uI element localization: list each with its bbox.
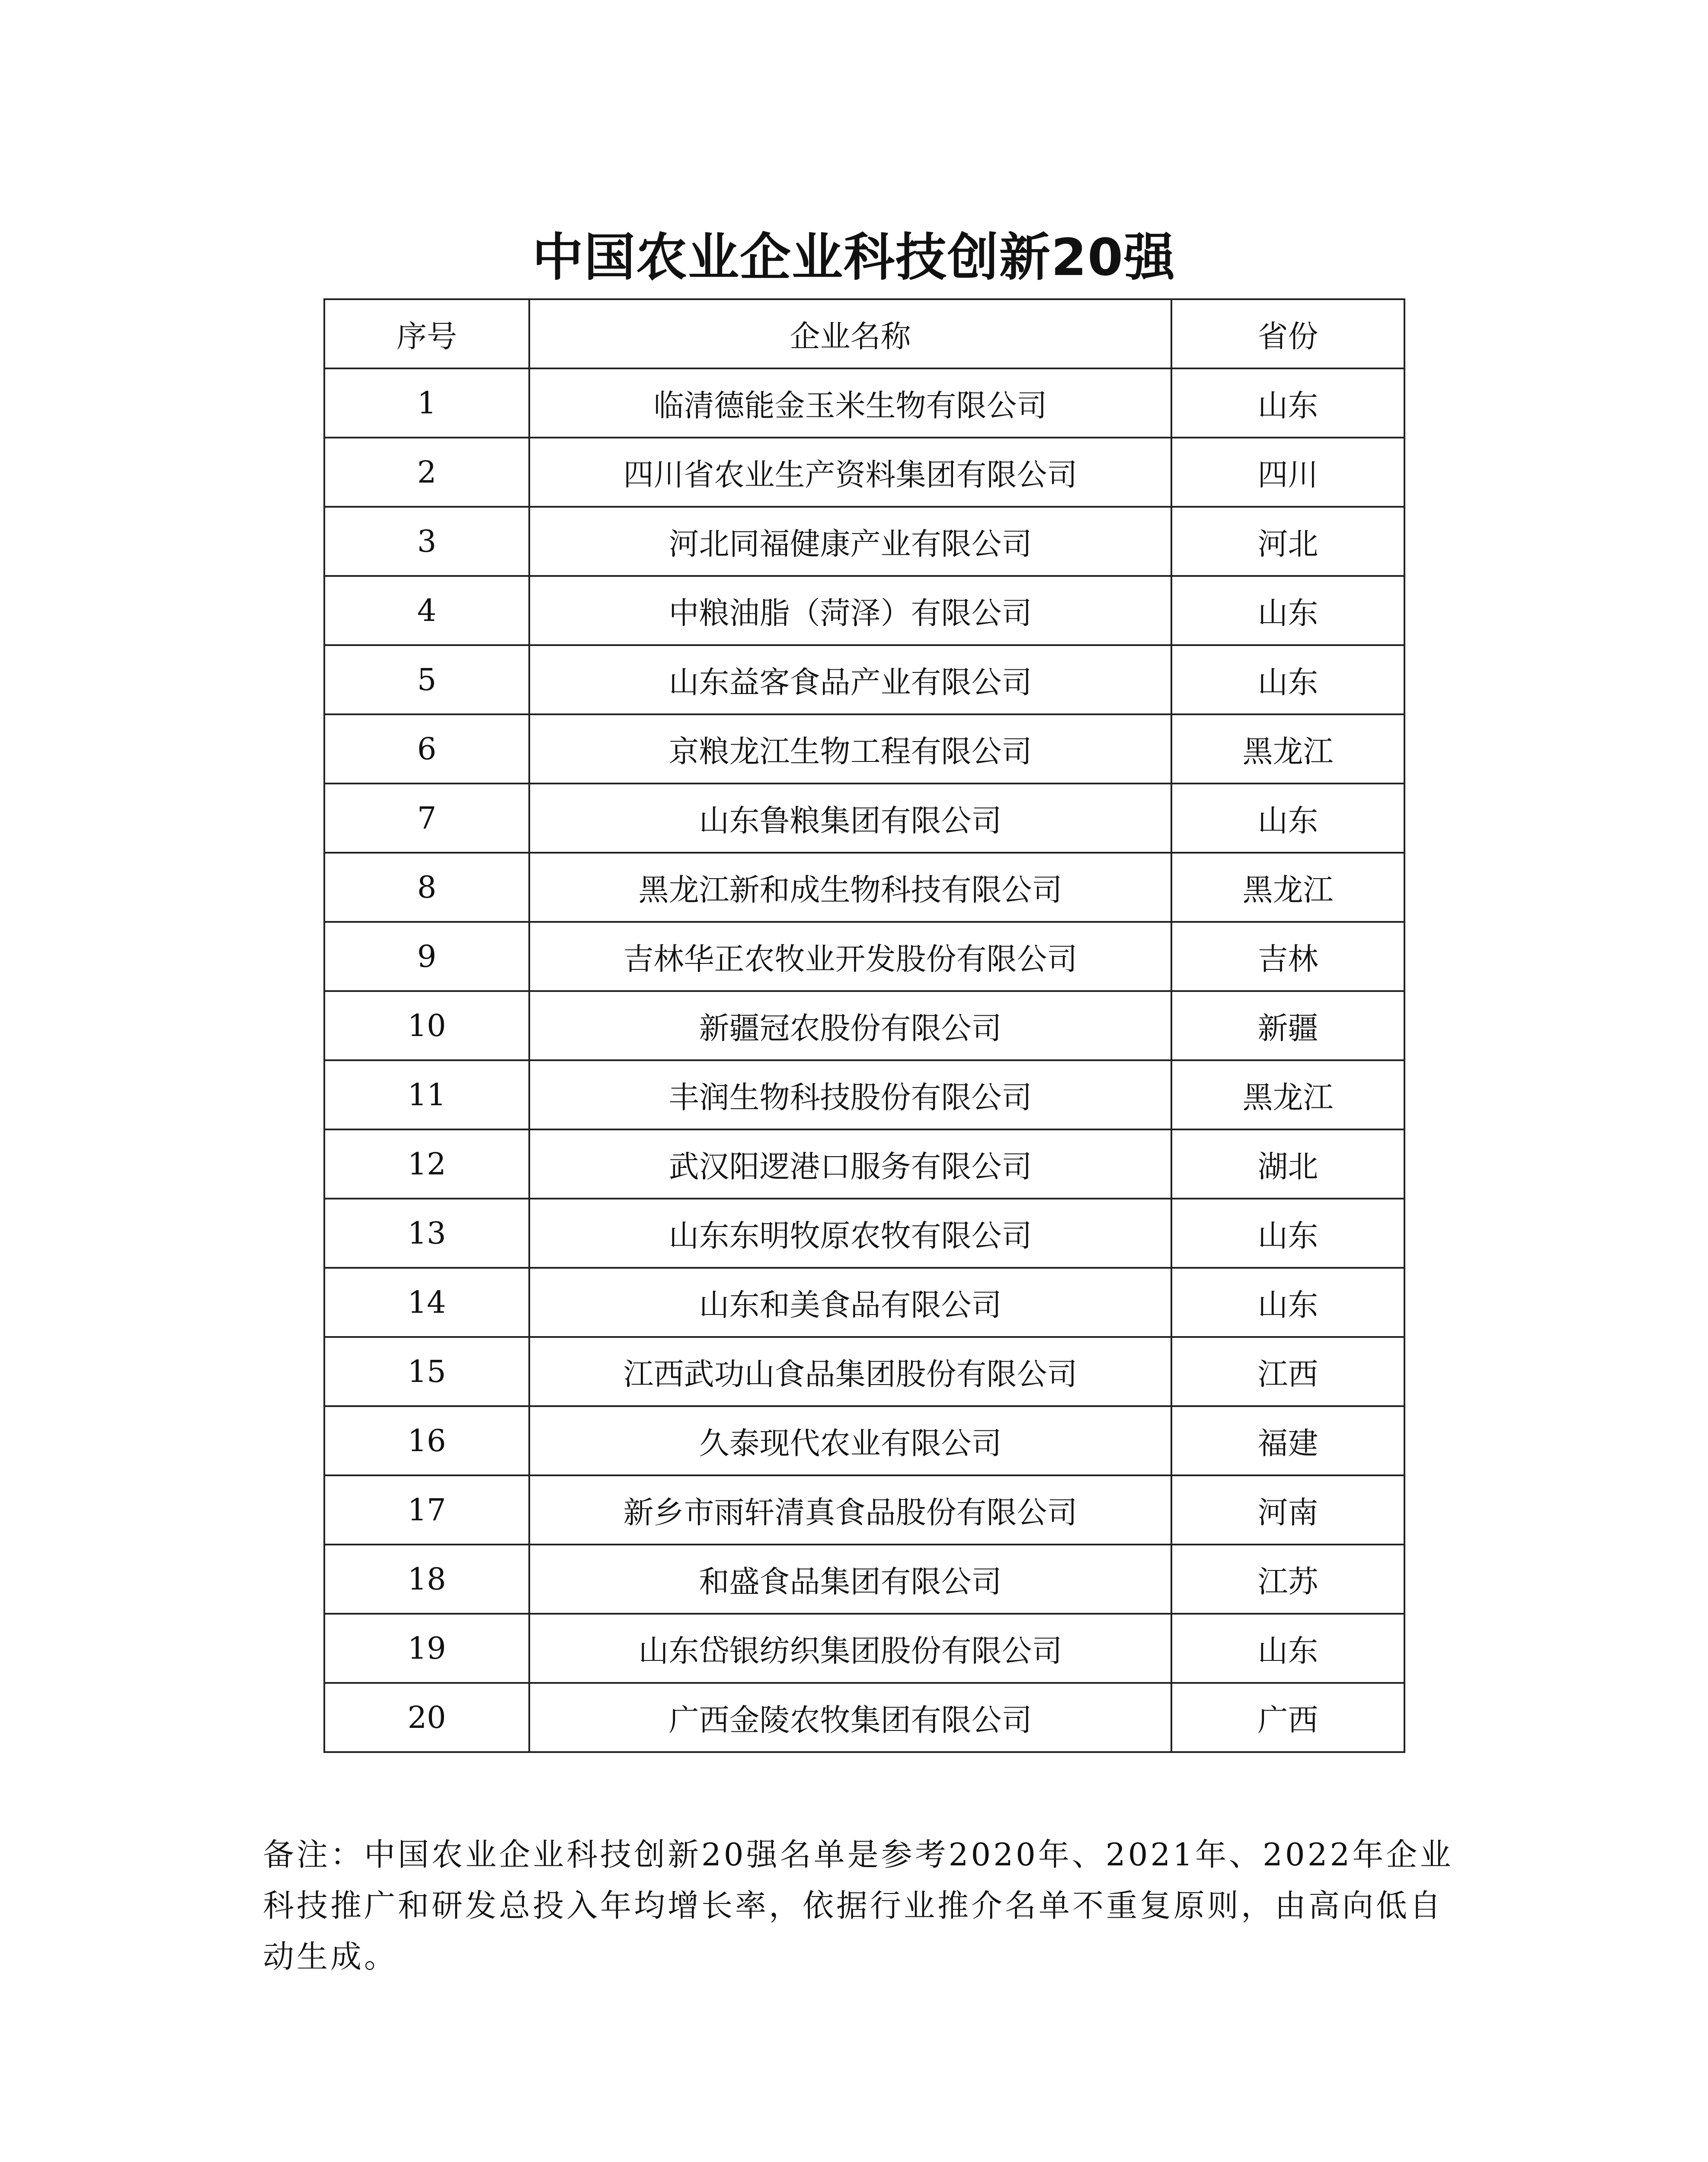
table-row	[324, 1475, 1404, 1545]
table-row	[324, 576, 1404, 645]
table-row	[324, 1545, 1404, 1614]
cell-number: 9	[324, 922, 529, 991]
cell-company-name: 黑龙江新和成生物科技有限公司	[529, 853, 1171, 922]
cell-company-name: 江西武功山食品集团股份有限公司	[529, 1337, 1171, 1406]
cell-number: 15	[324, 1337, 529, 1406]
cell-company-name: 山东鲁粮集团有限公司	[529, 784, 1171, 853]
table-row	[324, 1337, 1404, 1406]
table-row	[324, 1268, 1404, 1337]
cell-province: 吉林	[1171, 922, 1404, 991]
cell-number: 7	[324, 784, 529, 853]
cell-company-name: 广西金陵农牧集团有限公司	[529, 1683, 1171, 1752]
table-row	[324, 1060, 1404, 1129]
cell-number: 13	[324, 1199, 529, 1268]
cell-company-name: 山东和美食品有限公司	[529, 1268, 1171, 1337]
cell-number: 19	[324, 1614, 529, 1683]
table-row	[324, 1199, 1404, 1268]
cell-company-name: 四川省农业生产资料集团有限公司	[529, 438, 1171, 507]
cell-province: 黑龙江	[1171, 714, 1404, 784]
cell-province: 山东	[1171, 368, 1404, 438]
cell-province: 山东	[1171, 784, 1404, 853]
cell-company-name: 中粮油脂（菏泽）有限公司	[529, 576, 1171, 645]
table-row	[324, 368, 1404, 438]
cell-number: 17	[324, 1475, 529, 1545]
cell-company-name: 武汉阳逻港口服务有限公司	[529, 1129, 1171, 1199]
cell-province: 黑龙江	[1171, 1060, 1404, 1129]
cell-company-name: 新疆冠农股份有限公司	[529, 991, 1171, 1060]
cell-province: 山东	[1171, 1268, 1404, 1337]
table-row	[324, 1683, 1404, 1752]
table-row	[324, 507, 1404, 576]
table-row	[324, 784, 1404, 853]
cell-number: 14	[324, 1268, 529, 1337]
cell-province: 河南	[1171, 1475, 1404, 1545]
header-number: 序号	[324, 299, 529, 368]
footnote: 备注：中国农业企业科技创新20强名单是参考2020年、2021年、2022年企业科技推广和研发总投入年均增长率，依据行业推介名单不重复原则，由高向低自动生成。	[263, 1836, 1454, 1975]
cell-company-name: 久泰现代农业有限公司	[529, 1406, 1171, 1475]
table-row	[324, 714, 1404, 784]
cell-province: 新疆	[1171, 991, 1404, 1060]
cell-company-name: 京粮龙江生物工程有限公司	[529, 714, 1171, 784]
table-row	[324, 438, 1404, 507]
cell-province: 河北	[1171, 507, 1404, 576]
cell-company-name: 临清德能金玉米生物有限公司	[529, 368, 1171, 438]
cell-number: 1	[324, 368, 529, 438]
cell-company-name: 山东东明牧原农牧有限公司	[529, 1199, 1171, 1268]
cell-number: 20	[324, 1683, 529, 1752]
cell-number: 18	[324, 1545, 529, 1614]
cell-company-name: 丰润生物科技股份有限公司	[529, 1060, 1171, 1129]
header-province: 省份	[1171, 299, 1404, 368]
cell-province: 四川	[1171, 438, 1404, 507]
page-title: 中国农业企业科技创新20强	[532, 227, 1176, 287]
cell-number: 5	[324, 645, 529, 714]
table-row	[324, 922, 1404, 991]
cell-province: 山东	[1171, 1614, 1404, 1683]
cell-number: 6	[324, 714, 529, 784]
cell-number: 8	[324, 853, 529, 922]
cell-number: 12	[324, 1129, 529, 1199]
cell-number: 11	[324, 1060, 529, 1129]
ranking-table	[323, 298, 1405, 1753]
cell-province: 江苏	[1171, 1545, 1404, 1614]
cell-company-name: 新乡市雨轩清真食品股份有限公司	[529, 1475, 1171, 1545]
table-row	[324, 1406, 1404, 1475]
table-row	[324, 645, 1404, 714]
table-header-row	[324, 299, 1404, 368]
cell-company-name: 河北同福健康产业有限公司	[529, 507, 1171, 576]
cell-province: 山东	[1171, 645, 1404, 714]
cell-province: 湖北	[1171, 1129, 1404, 1199]
table-row	[324, 853, 1404, 922]
cell-province: 江西	[1171, 1337, 1404, 1406]
cell-company-name: 吉林华正农牧业开发股份有限公司	[529, 922, 1171, 991]
cell-province: 福建	[1171, 1406, 1404, 1475]
cell-company-name: 和盛食品集团有限公司	[529, 1545, 1171, 1614]
cell-number: 10	[324, 991, 529, 1060]
table-row	[324, 1614, 1404, 1683]
cell-number: 3	[324, 507, 529, 576]
header-company-name: 企业名称	[529, 299, 1171, 368]
cell-company-name: 山东益客食品产业有限公司	[529, 645, 1171, 714]
table-row	[324, 1129, 1404, 1199]
cell-province: 广西	[1171, 1683, 1404, 1752]
cell-number: 2	[324, 438, 529, 507]
cell-province: 山东	[1171, 1199, 1404, 1268]
table-row	[324, 991, 1404, 1060]
cell-number: 4	[324, 576, 529, 645]
cell-number: 16	[324, 1406, 529, 1475]
cell-company-name: 山东岱银纺织集团股份有限公司	[529, 1614, 1171, 1683]
cell-province: 黑龙江	[1171, 853, 1404, 922]
cell-province: 山东	[1171, 576, 1404, 645]
